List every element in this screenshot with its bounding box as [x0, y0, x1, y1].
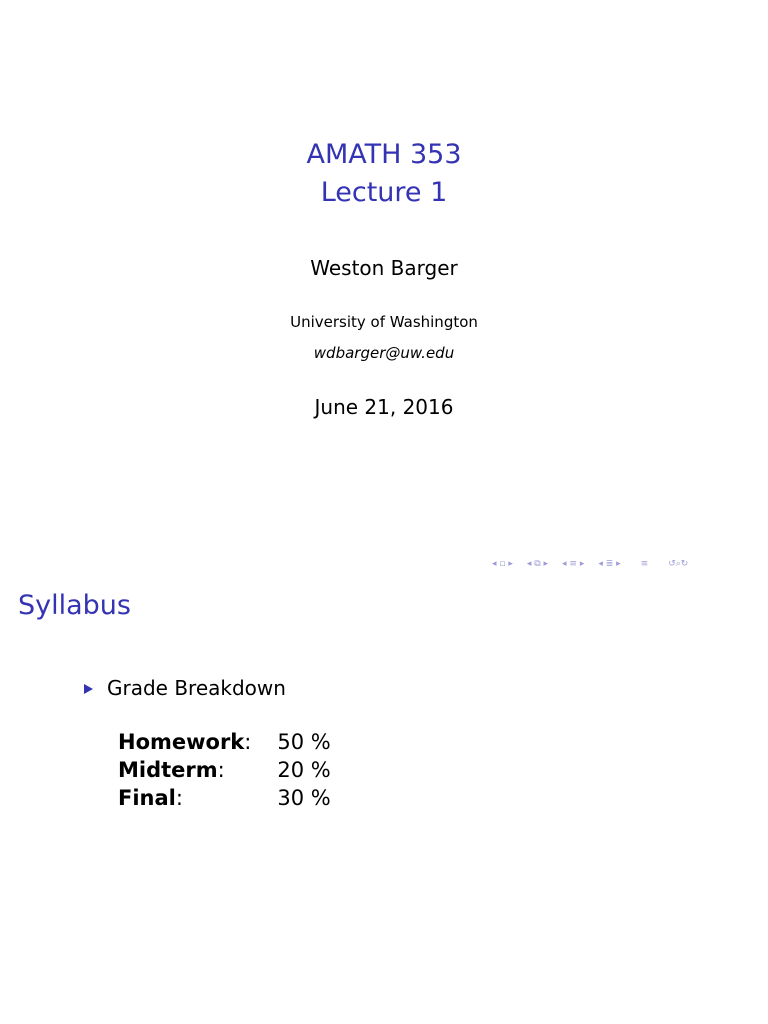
- nav-appendix-icon[interactable]: ≡: [640, 559, 649, 569]
- table-row: Final: 30 %: [118, 786, 331, 810]
- table-row: Homework: 50 %: [118, 730, 331, 754]
- lecture-title: Lecture 1: [320, 177, 448, 208]
- grade-name: Homework: [118, 730, 245, 754]
- nav-subsection-icon[interactable]: ◂ ⧉ ▸: [526, 559, 549, 569]
- frame-title: Syllabus: [18, 590, 131, 621]
- nav-section-icon[interactable]: ◂ ≡ ▸: [562, 559, 585, 569]
- grade-value: 20 %: [277, 758, 331, 782]
- institution: University of Washington: [290, 313, 478, 331]
- grade-value: 30 %: [277, 786, 331, 810]
- nav-search-icon[interactable]: ↺⌕↻: [668, 559, 689, 569]
- bullet-item: Grade Breakdown: [107, 676, 286, 700]
- beamer-navigation: [492, 556, 762, 572]
- presentation-date: June 21, 2016: [314, 395, 454, 419]
- grade-breakdown-table: [118, 728, 331, 812]
- grade-value: 50 %: [277, 730, 331, 754]
- author-name: Weston Barger: [310, 256, 458, 280]
- table-row: Midterm: 20 %: [118, 758, 331, 782]
- nav-document-icon[interactable]: ◂ ≣ ▸: [598, 559, 621, 569]
- grade-name: Final: [118, 786, 176, 810]
- bullet-triangle-icon: [84, 684, 93, 694]
- author-email: wdbarger@uw.edu: [313, 344, 455, 362]
- nav-frame-icon[interactable]: ◂ ▫ ▸: [492, 559, 513, 569]
- grade-name: Midterm: [118, 758, 218, 782]
- course-title: AMATH 353: [306, 139, 462, 170]
